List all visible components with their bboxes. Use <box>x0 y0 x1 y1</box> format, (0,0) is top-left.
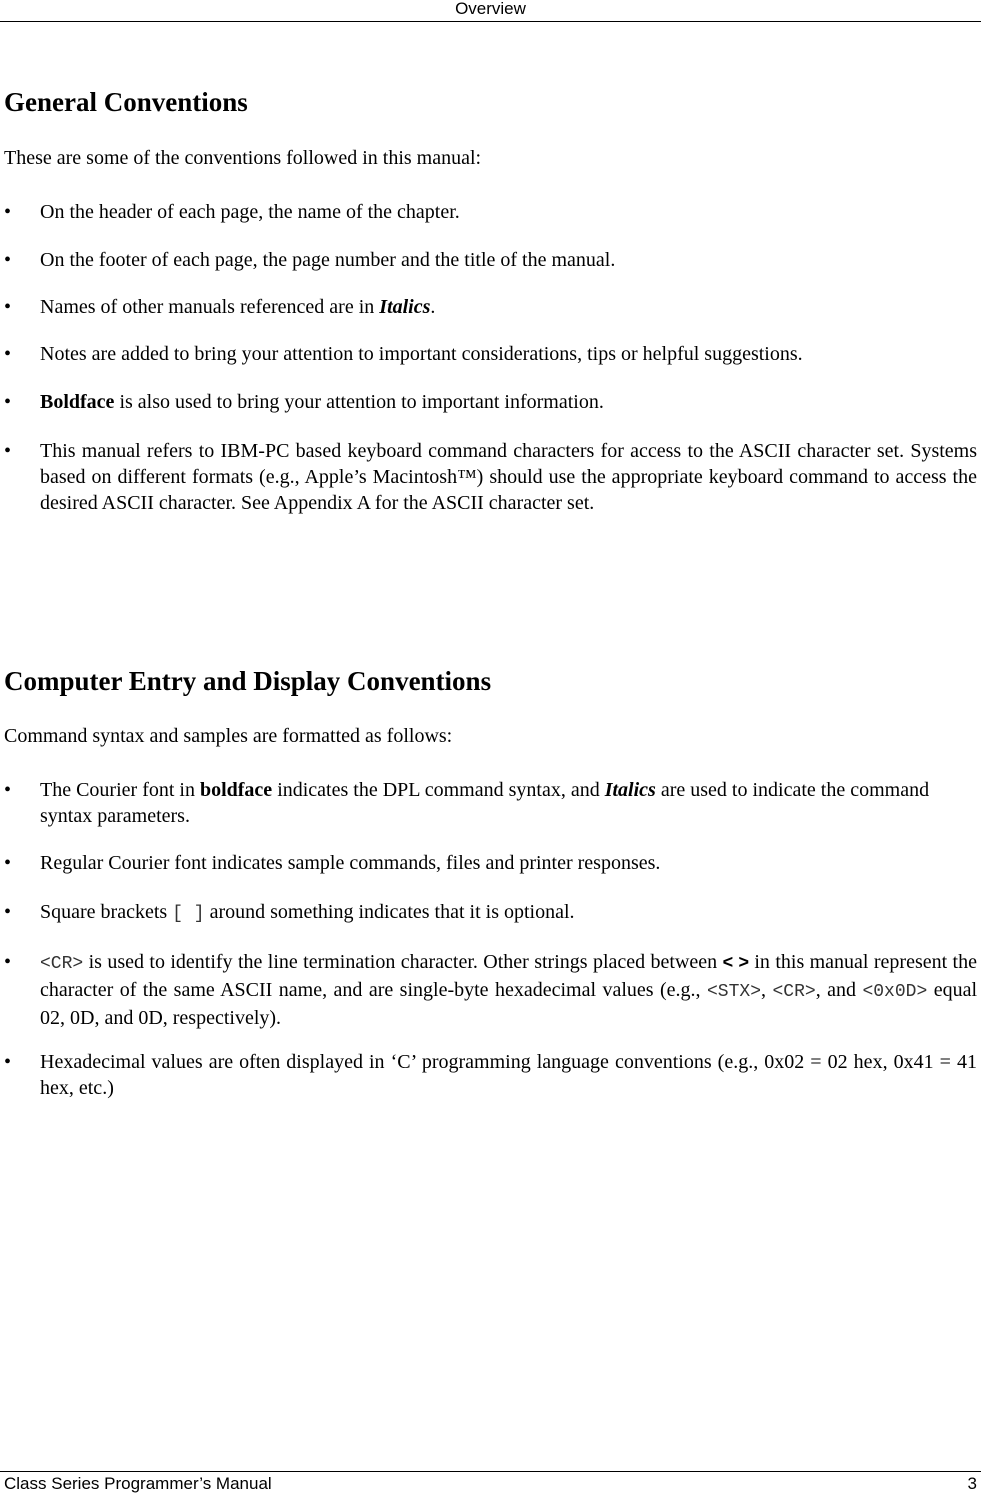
list-item <box>4 247 977 273</box>
boldface-example: boldface <box>199 779 273 801</box>
bullet-icon: • <box>4 951 12 973</box>
bullet-icon: • <box>4 1051 12 1073</box>
list-item-text <box>40 899 977 927</box>
list-item-text <box>40 389 977 415</box>
page-footer <box>0 1471 981 1497</box>
text-span: equal 02, 0D, and 0D, respectively). <box>40 979 978 1029</box>
bullet-icon: • <box>4 249 12 271</box>
list-item-text: Notes are added to bring your attention to important considerations, tips or helpful suggestions. <box>40 343 803 365</box>
italics-example: Italics <box>379 296 431 318</box>
general-conventions-heading: General Conventions <box>4 87 248 117</box>
list-item-text <box>40 949 977 1031</box>
list-item <box>4 949 977 1031</box>
page-number: 3 <box>967 1474 977 1493</box>
page-header <box>0 0 981 22</box>
header-chapter-title: Overview <box>455 0 526 18</box>
list-item <box>4 389 977 415</box>
text-span: , and <box>815 979 863 1001</box>
list-item <box>4 777 977 829</box>
bullet-icon: • <box>4 852 12 874</box>
bullet-icon: • <box>4 779 12 801</box>
bullet-icon: • <box>4 391 12 413</box>
computer-entry-intro: Command syntax and samples are formatted as follows: <box>4 725 453 747</box>
text-span: are used to indicate the command syntax parameters. <box>40 779 930 827</box>
text-span: in this manual represent the character of the same ASCII name, and are single-byte hexadecimal values (e.g., <box>40 951 977 1001</box>
code-hex: <0x0D> <box>862 982 928 1002</box>
text-span: The Courier font in <box>40 779 200 801</box>
list-item <box>4 199 977 225</box>
footer-manual-title: Class Series Programmer’s Manual <box>4 1474 272 1493</box>
computer-entry-heading: Computer Entry and Display Conventions <box>4 666 492 696</box>
list-item <box>4 1049 977 1101</box>
boldface-example: Boldface <box>40 391 115 413</box>
text-span: is also used to bring your attention to important information. <box>114 391 604 413</box>
list-item-text: Regular Courier font indicates sample commands, files and printer responses. <box>40 852 661 874</box>
text-span: Names of other manuals referenced are in <box>40 296 380 318</box>
text-span: indicates the DPL command syntax, and <box>272 779 605 801</box>
text-span: is used to identify the line termination character. Other strings placed between <box>83 951 723 973</box>
list-item-text: Hexadecimal values are often displayed in ‘C’ programming language conventions (e.g., 0x02 = 02 hex, 0x41 = 41 hex, etc.) <box>40 1051 977 1099</box>
list-item-text: On the header of each page, the name of the chapter. <box>40 201 460 223</box>
list-item <box>4 341 977 367</box>
bullet-icon: • <box>4 440 12 462</box>
list-item <box>4 899 977 927</box>
list-item <box>4 850 977 876</box>
list-item-text: On the footer of each page, the page number and the title of the manual. <box>40 249 616 271</box>
bullet-icon: • <box>4 296 12 318</box>
list-item-text <box>40 777 977 829</box>
text-span: Square brackets <box>40 901 173 923</box>
code-stx: <STX> <box>707 982 762 1002</box>
list-item <box>4 294 977 320</box>
list-item <box>4 438 977 516</box>
code-square-brackets: [ ] <box>172 904 205 924</box>
bullet-icon: • <box>4 901 12 923</box>
italics-example: Italics <box>604 779 656 801</box>
bullet-icon: • <box>4 343 12 365</box>
code-cr: <CR> <box>40 954 84 974</box>
list-item-text: This manual refers to IBM-PC based keyboard command characters for access to the ASCII character set. Systems based on different formats (e.g., Apple’s Macintosh™) should use the appropriate keyboard command to access the desired ASCII character. See Appendix A for the ASCII character set. <box>40 440 977 514</box>
general-conventions-intro: These are some of the conventions followed in this manual: <box>4 147 482 169</box>
code-cr: <CR> <box>772 982 816 1002</box>
angle-brackets: < > <box>722 952 749 972</box>
text-span: , <box>761 979 773 1001</box>
text-span: around something indicates that it is optional. <box>204 901 575 923</box>
bullet-icon: • <box>4 201 12 223</box>
text-span: . <box>430 296 436 318</box>
list-item-text <box>40 294 977 320</box>
